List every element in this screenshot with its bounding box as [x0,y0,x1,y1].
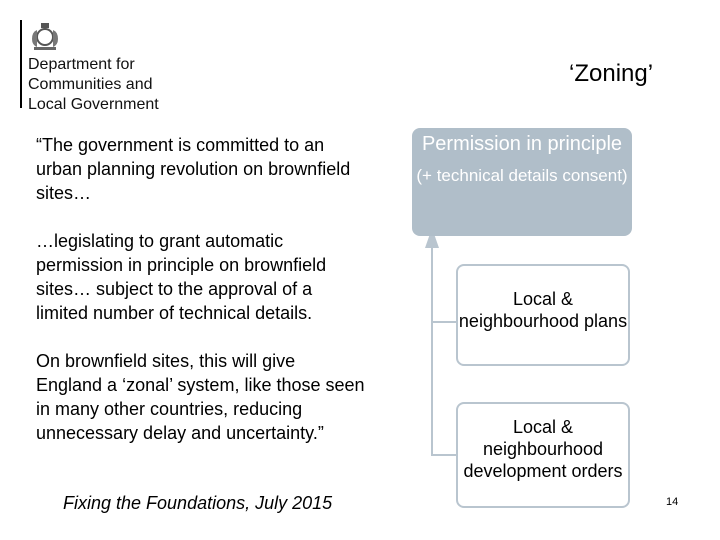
permission-in-principle-box [412,128,632,236]
logo-divider [20,20,22,108]
logo-line-1: Department for [28,56,135,73]
development-orders-box: Local & neighbourhood development orders [456,402,630,508]
slide-title: ‘Zoning’ [569,60,654,87]
quote-paragraph-3: On brownfield sites, this will give England a ‘zonal’ system, like those seen in many other countries, reducing unnecessary delay and uncertainty.” [36,351,365,443]
department-logo [28,55,159,115]
quote-text [36,133,366,445]
page-number: 14 [666,496,679,508]
logo-line-3: Local Government [28,96,159,113]
citation: Fixing the Foundations, July 2015 [63,493,333,513]
royal-crest-icon [28,22,62,52]
local-plans-box: Local & neighbourhood plans [456,264,630,366]
hierarchy-connector [420,228,460,468]
quote-paragraph-2: …legislating to grant automatic permission in principle on brownfield sites… subject to the approval of a limited number of technical details. [36,231,327,323]
logo-line-2: Communities and [28,76,153,93]
permission-subtitle: (+ technical details consent) [416,166,628,185]
permission-title: Permission in principle [421,133,623,155]
quote-paragraph-1: “The government is committed to an urban planning revolution on brownfield sites… [36,135,351,203]
